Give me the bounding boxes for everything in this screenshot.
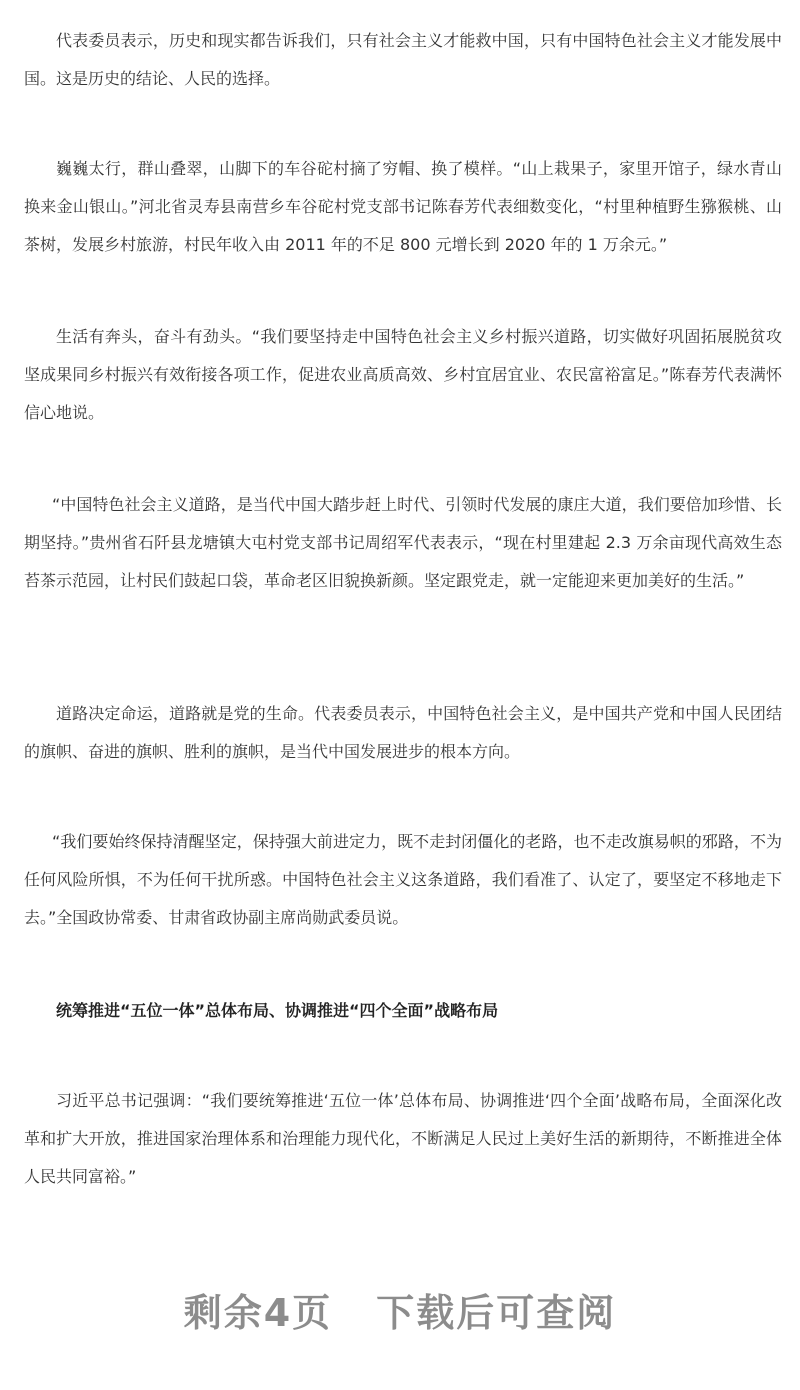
download-to-view-label: 下载后可查阅 xyxy=(376,1291,617,1335)
article-paragraph-6: “我们要始终保持清醒坚定，保持强大前进定力，既不走封闭僵化的老路，也不走改旗易帜的邪路，不为任何风险所惧，不为任何干扰所惑。中国特色社会主义这条道路，我们看准了、认定了，要坚定不移地走下去。”全国政协常委、甘肃省政协副主席尚勋武委员说。 xyxy=(24,832,782,927)
article-paragraph-1: 代表委员表示，历史和现实都告诉我们，只有社会主义才能救中国，只有中国特色社会主义才能发展中国。这是历史的结论、人民的选择。 xyxy=(24,31,782,88)
remaining-pages-label: 剩余4页 xyxy=(183,1291,333,1335)
section-heading: 统筹推进“五位一体”总体布局、协调推进“四个全面”战略布局 xyxy=(56,1001,499,1020)
article-paragraph-5: 道路决定命运，道路就是党的生命。代表委员表示，中国特色社会主义，是中国共产党和中国人民团结的旗帜、奋进的旗帜、胜利的旗帜，是当代中国发展进步的根本方向。 xyxy=(24,704,782,761)
article-paragraph-4: “中国特色社会主义道路，是当代中国大踏步赶上时代、引领时代发展的康庄大道，我们要倍加珍惜、长期坚持。”贵州省石阡县龙塘镇大屯村党支部书记周绍军代表表示，“现在村里建起 2.3 万余亩现代高效生态苔茶示范园，让村民们鼓起口袋，革命老区旧貌换新颜。坚定跟党走，就一定能迎来更加美好的生活。” xyxy=(24,495,782,590)
article-paragraph-3: 生活有奔头，奋斗有劲头。“我们要坚持走中国特色社会主义乡村振兴道路，切实做好巩固拓展脱贫攻坚成果同乡村振兴有效衔接各项工作，促进农业高质高效、乡村宜居宜业、农民富裕富足。”陈春芳代表满怀信心地说。 xyxy=(24,327,782,422)
article-paragraph-2: 巍巍太行，群山叠翠，山脚下的车谷砣村摘了穷帽、换了模样。“山上栽果子，家里开馆子，绿水青山换来金山银山。”河北省灵寿县南营乡车谷砣村党支部书记陈春芳代表细数变化，“村里种植野生猕猴桃、山茶树，发展乡村旅游，村民年收入由 2011 年的不足 800 元增长到 2020 年的 1 万余元。” xyxy=(24,159,782,254)
article-paragraph-7: 习近平总书记强调：“我们要统筹推进‘五位一体’总体布局、协调推进‘四个全面’战略布局，全面深化改革和扩大开放，推进国家治理体系和治理能力现代化，不断满足人民过上美好生活的新期待，不断推进全体人民共同富裕。” xyxy=(24,1091,782,1186)
download-banner[interactable] xyxy=(0,1282,800,1337)
